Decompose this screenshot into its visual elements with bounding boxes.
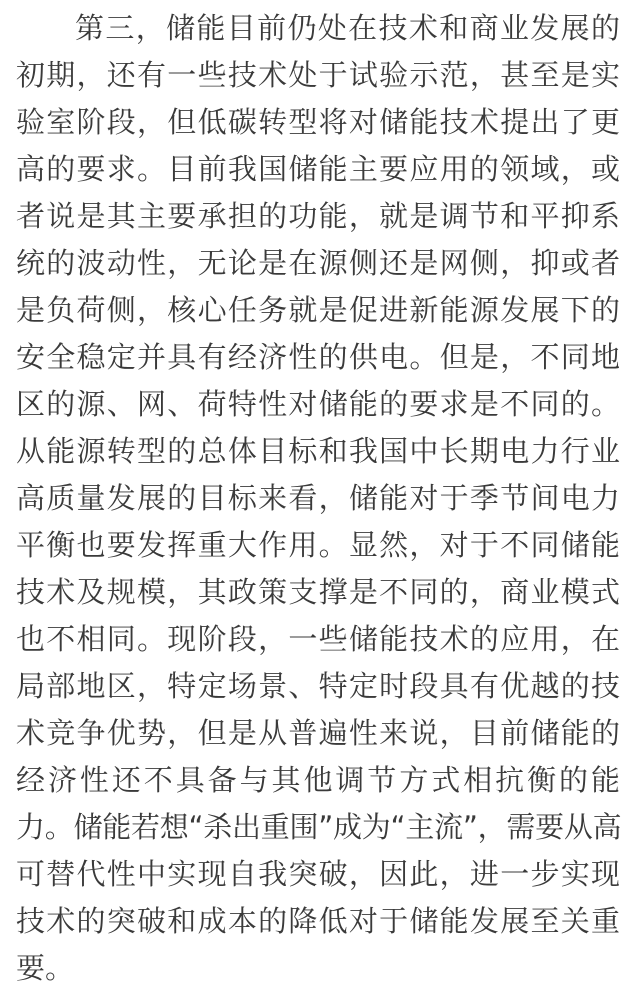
paragraph-line: 要。 (16, 951, 75, 985)
paragraph-line: 者说是其主要承担的功能，就是调节和平抑系 (16, 199, 620, 233)
paragraph-line: 高的要求。目前我国储能主要应用的领域，或 (16, 152, 620, 186)
paragraph-line: 从能源转型的总体目标和我国中长期电力行业 (16, 434, 620, 468)
paragraph-line: 是负荷侧，核心任务就是促进新能源发展下的 (16, 293, 620, 327)
paragraph-line: 技术的突破和成本的降低对于储能发展至关重 (16, 904, 620, 938)
paragraph-line: 验室阶段，但低碳转型将对储能技术提出了更 (16, 105, 620, 139)
paragraph-line: 可替代性中实现自我突破，因此，进一步实现 (16, 857, 620, 891)
paragraph-line: 高质量发展的目标来看，储能对于季节间电力 (16, 481, 620, 515)
paragraph-line: 初期，还有一些技术处于试验示范，甚至是实 (16, 58, 620, 92)
paragraph-line: 经济性还不具备与其他调节方式相抗衡的能 (16, 763, 620, 797)
paragraph-line: 统的波动性，无论是在源侧还是网侧，抑或者 (16, 246, 620, 280)
paragraph-line: 力。储能若想“杀出重围”成为“主流”，需要从高 (16, 810, 622, 844)
paragraph-line: 区的源、网、荷特性对储能的要求是不同的。 (16, 387, 620, 421)
paragraph-line: 平衡也要发挥重大作用。显然，对于不同储能 (16, 528, 620, 562)
paragraph-line: 术竞争优势，但是从普遍性来说，目前储能的 (16, 716, 620, 750)
paragraph-line: 技术及规模，其政策支撑是不同的，商业模式 (16, 575, 620, 609)
paragraph-line: 也不相同。现阶段，一些储能技术的应用，在 (16, 622, 620, 656)
paragraph-line: 局部地区，特定场景、特定时段具有优越的技 (16, 669, 620, 703)
paragraph-line: 第三，储能目前仍处在技术和商业发展的 (75, 11, 620, 45)
paragraph-line: 安全稳定并具有经济性的供电。但是，不同地 (16, 340, 620, 374)
